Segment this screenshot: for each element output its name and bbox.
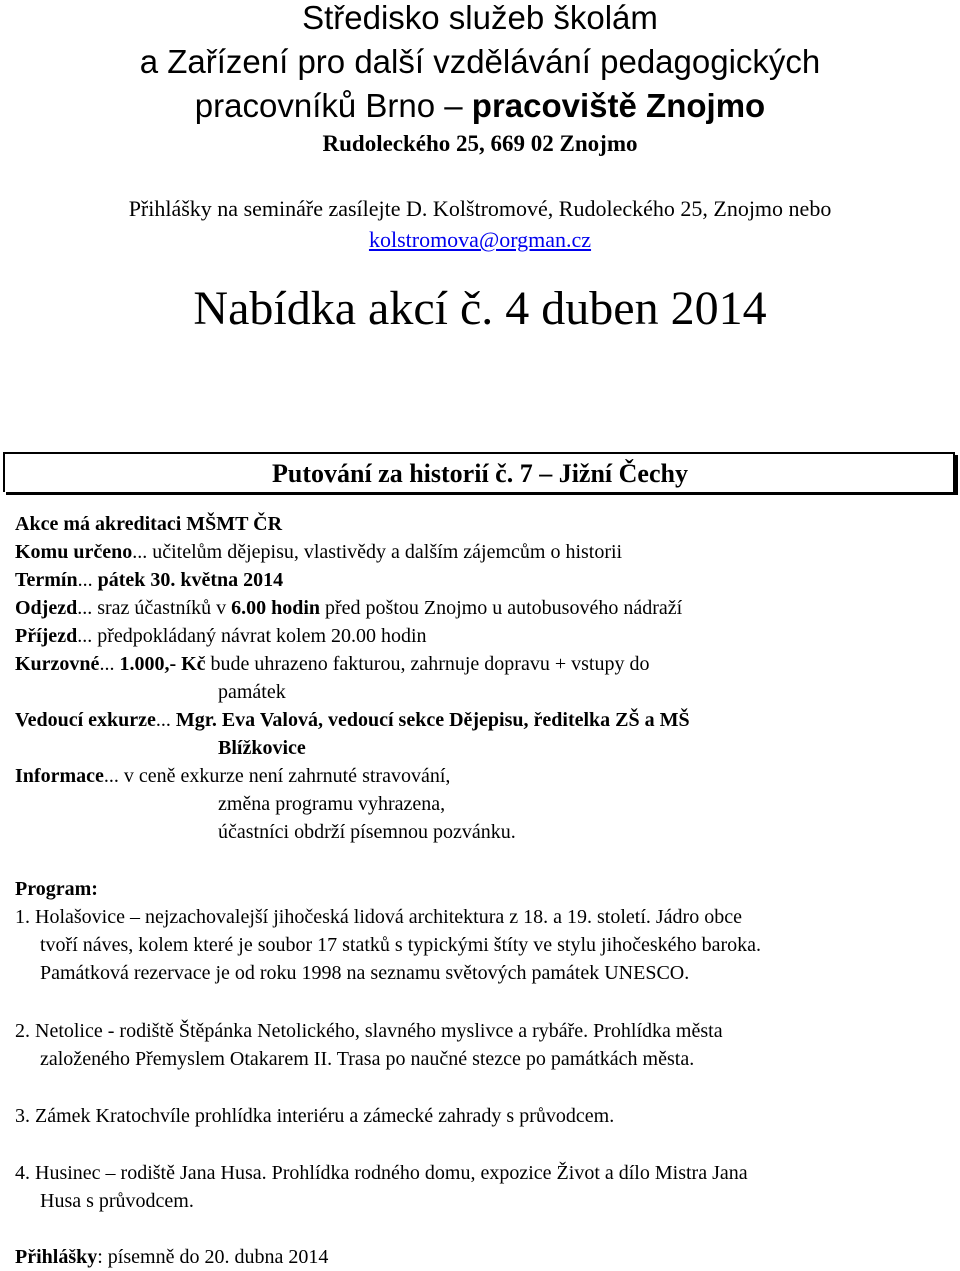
arrival-row [15, 622, 427, 650]
program-item-4-line-2: Husa s průvodcem. [40, 1190, 194, 1212]
departure-time: 6.00 hodin [231, 597, 321, 619]
application-text: Přihlášky na semináře zasílejte D. Kolštromové, Rudoleckého 25, Znojmo nebo [128, 196, 832, 221]
date-label: Termín [15, 569, 78, 591]
info-line-1: v ceně exkurze není zahrnuté stravování, [123, 765, 451, 787]
departure-dots: ... [77, 597, 93, 619]
departure-suffix: před poštou Znojmo u autobusového nádraží [320, 597, 683, 619]
offer-title: Nabídka akcí č. 4 duben 2014 [193, 282, 767, 335]
accreditation: Akce má akreditaci MŠMT ČR [15, 513, 283, 535]
program-item-1-line-2: tvoří náves, kolem které je soubor 17 statků s typickými štíty ve stylu jihočeského baroka. [40, 934, 761, 956]
program-item-1-line-3: Památková rezervace je od roku 1998 na seznamu světových památek UNESCO. [40, 962, 690, 984]
header-address: Rudoleckého 25, 669 02 Znojmo [322, 131, 638, 156]
program-item-number: 2. [15, 1020, 30, 1042]
program-item-number: 4. [15, 1162, 30, 1184]
header-workplace: pracoviště Znojmo [471, 87, 766, 124]
program-item-text: Husinec – rodiště Jana Husa. Prohlídka rodného domu, expozice Život a dílo Mistra Jana [35, 1162, 748, 1184]
fee-row [15, 650, 649, 678]
info-dots: ... [103, 765, 119, 787]
email-link[interactable]: kolstromova@orgman.cz [368, 227, 592, 252]
program-item-number: 1. [15, 906, 30, 928]
date-dots: ... [77, 569, 93, 591]
departure-row [15, 594, 682, 622]
info-line-2: změna programu vyhrazena, [218, 793, 446, 815]
leader-value-continued: Blížkovice [218, 737, 306, 759]
audience-label: Komu určeno [15, 541, 133, 563]
fee-label: Kurzovné [15, 653, 100, 675]
fee-dots: ... [99, 653, 115, 675]
application-email-line [0, 225, 960, 255]
header-line-3 [0, 84, 960, 128]
program-item-2 [15, 1017, 723, 1045]
deadline-row [15, 1243, 328, 1271]
program-item-text: Zámek Kratochvíle prohlídka interiéru a zámecké zahrady s průvodcem. [35, 1105, 615, 1127]
audience-dots: ... [132, 541, 148, 563]
date-row [15, 566, 283, 594]
fee-text-continued: památek [218, 681, 286, 703]
program-item-4 [15, 1159, 748, 1187]
program-item-3 [15, 1102, 614, 1130]
program-heading: Program: [15, 878, 98, 900]
header-line-1: Středisko služeb školám [302, 0, 658, 36]
program-item-number: 3. [15, 1105, 30, 1127]
leader-label: Vedoucí exkurze [15, 709, 156, 731]
program-item-2-line-2: založeného Přemyslem Otakarem II. Trasa po naučné stezce po památkách města. [40, 1048, 695, 1070]
deadline-text: : písemně do 20. dubna 2014 [97, 1246, 329, 1268]
fee-amount: 1.000,- Kč [119, 653, 206, 675]
leader-value: Mgr. Eva Valová, vedoucí sekce Dějepisu, ředitelka ZŠ a MŠ [175, 709, 690, 731]
program-item-1 [15, 903, 742, 931]
info-line-3: účastníci obdrží písemnou pozvánku. [218, 821, 516, 843]
info-row [15, 762, 450, 790]
program-item-text: Netolice - rodiště Štěpánka Netolického, slavného myslivce a rybáře. Prohlídka města [35, 1020, 723, 1042]
header-line-3-prefix: pracovníků Brno – [194, 87, 472, 124]
arrival-dots: ... [77, 625, 93, 647]
leader-row [15, 706, 690, 734]
arrival-label: Příjezd [15, 625, 78, 647]
audience-value: učitelům dějepisu, vlastivědy a dalším zájemcům o historii [152, 541, 623, 563]
program-item-text: Holašovice – nejzachovalejší jihočeská lidová architektura z 18. a 19. století. Jádro obce [35, 906, 742, 928]
audience-row [15, 538, 622, 566]
info-label: Informace [15, 765, 104, 787]
header-line-2: a Zařízení pro další vzdělávání pedagogických [139, 43, 821, 80]
event-title: Putování za historií č. 7 – Jižní Čechy [272, 459, 688, 488]
departure-label: Odjezd [15, 597, 78, 619]
deadline-label: Přihlášky [15, 1246, 98, 1268]
departure-prefix: sraz účastníků v [97, 597, 232, 619]
fee-text: bude uhrazeno fakturou, zahrnuje dopravu + vstupy do [205, 653, 650, 675]
arrival-value: předpokládaný návrat kolem 20.00 hodin [97, 625, 427, 647]
date-value: pátek 30. května 2014 [97, 569, 284, 591]
leader-dots: ... [155, 709, 171, 731]
